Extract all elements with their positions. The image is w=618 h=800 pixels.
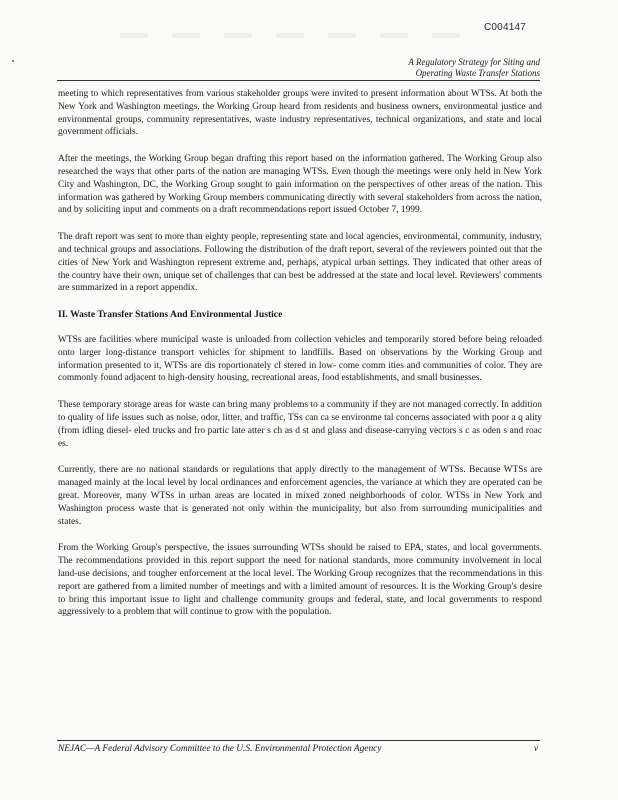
scan-speck — [12, 60, 14, 62]
page-number: v — [533, 744, 538, 754]
paragraph: The draft report was sent to more than eighty people, representing state and local agencies, environmental, community, industry, and technical groups and associations. Following the distribution of the draft report, several of the reviewers pointed out that the cities of New York and Washington represent extreme and, perhaps, atypical urban settings. They indicated that other areas of the country have their own, unique set of challenges that can best be addressed at the state and local level. Reviewers' comments are summarized in a report appendix. — [58, 232, 542, 294]
paragraph: Currently, there are no national standards or regulations that apply directly to the management of WTSs. Because WTSs are managed mainly at the local level by local ordinances and enforcement agencies, the variance at which they are operated can be great. Moreover, many WTSs in urban areas are located in mixed zoned neighborhoods of color. WTSs in New York and Washington process waste that is generated not only within the municipality, but also from surrounding municipalities and states. — [58, 465, 542, 527]
body-content — [58, 88, 542, 633]
paragraph: After the meetings, the Working Group began drafting this report based on the information gathered. The Working Group also researched the ways that other parts of the nation are managing WTSs. Even though the meetings were only held in New York City and Washington, DC, the Working Group sought to gain information on the perspectives of other areas of the nation. This information was gathered by Working Group members communicating directly with several stakeholders from across the nation, and by soliciting input and comments on a draft recommendations report issued October 7, 1999. — [58, 154, 542, 216]
paragraph: meeting to which representatives from various stakeholder groups were invited to present information about WTSs. At both the New York and Washington meetings, the Working Group heard from residents and business owners, environmental justice and environmental groups, community representatives, waste industry representatives, technical organizations, and state and local government officials. — [58, 89, 542, 138]
footer-divider — [57, 740, 540, 741]
header-divider — [57, 80, 540, 81]
paragraph: WTSs are facilities where municipal waste is unloaded from collection vehicles and temporarily stored before being reloaded onto larger long-distance transport vehicles for shipment to landfills. Based on observations by the Working Group and information presented to it, WTSs are dis roportionately cl stered in low- come comm ities and communities of color. They are commonly found adjacent to high-density housing, recreational areas, food establishments, and small businesses. — [58, 334, 542, 384]
running-header-line-2: Operating Waste Transfer Stations — [415, 68, 540, 78]
document-id: C004147 — [484, 22, 526, 33]
section-heading: II. Waste Transfer Stations And Environmental Justice — [58, 309, 283, 321]
scan-artifact-strip — [120, 33, 480, 38]
running-header — [340, 57, 540, 79]
paragraph: From the Working Group's perspective, the issues surrounding WTSs should be raised to EPA, states, and local governments. The recommendations provided in this report support the need for national standards, more community involvement in local land-use decisions, and tougher enforcement at the local level. The Working Group recognizes that the recommendations in this report are gathered from a limited number of meetings and with a limited amount of resources. It is the Working Group's desire to bring this important issue to light and challenge community groups and federal, state, and local governments to respond aggressively to a problem that will continue to grow with the population. — [58, 543, 542, 618]
running-header-line-1: A Regulatory Strategy for Siting and — [408, 57, 540, 67]
footer-text: NEJAC—A Federal Advisory Committee to the U.S. Environmental Protection Agency — [58, 744, 382, 754]
paragraph: These temporary storage areas for waste can bring many problems to a community if they are not managed correctly. In addition to quality of life issues such as noise, odor, litter, and traffic, TSs can ca se environme tal concerns associated with poor a q ality (from idling diesel- eled trucks and fro partic late atter s ch as d st and glass and disease-carrying vectors s c as oden s and roac es. — [58, 400, 542, 449]
